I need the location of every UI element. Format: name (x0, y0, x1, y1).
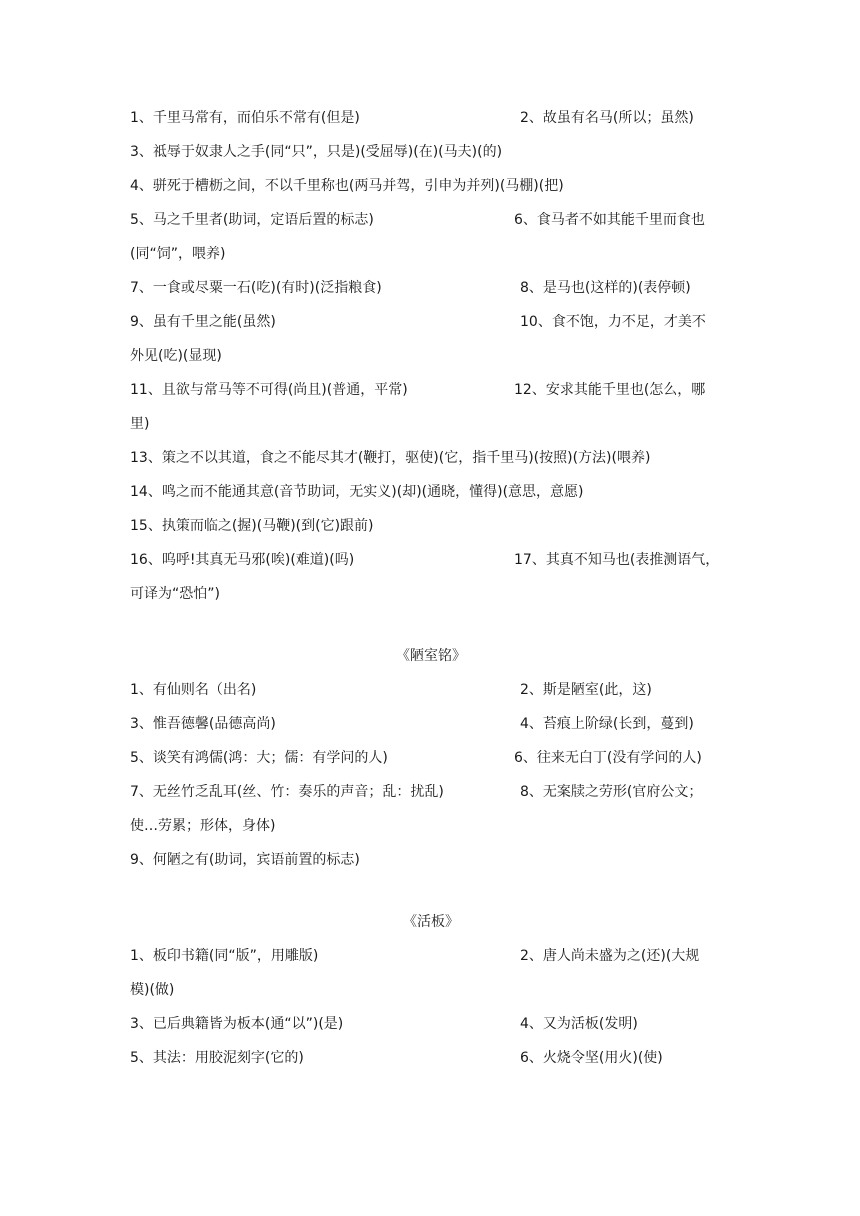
section-title: 《陋室铭》 (396, 648, 466, 664)
list-item: 4、骈死于槽枥之间，不以千里称也(两马并驾，引申为并列)(马棚)(把) (130, 178, 564, 194)
lou-shi-ming-section (130, 642, 732, 880)
list-item: 1、千里马常有，而伯乐不常有(但是) 2、故虽有名马(所以；虽然) (130, 110, 694, 126)
section-title: 《活板》 (403, 914, 459, 930)
list-item: 11、且欲与常马等不可得(尚且)(普通，平常) 12、安求其能千里也(怎么，哪 (130, 382, 706, 398)
list-item: 13、策之不以其道，食之不能尽其才(鞭打，驱使)(它，指千里马)(按照)(方法)(喂养) (130, 450, 651, 466)
list-item: 9、何陋之有(助词，宾语前置的标志) (130, 852, 360, 868)
list-item: 7、无丝竹乏乱耳(丝、竹：奏乐的声音；乱：扰乱) 8、无案牍之劳形(官府公文； (130, 784, 703, 800)
list-item: 14、鸣之而不能通其意(音节助词，无实义)(却)(通晓，懂得)(意思，意愿) (130, 484, 584, 500)
list-item: 1、有仙则名（出名) 2、斯是陋室(此，这) (130, 682, 652, 698)
list-item: 9、虽有千里之能(虽然) 10、食不饱，力不足，才美不 (130, 314, 706, 330)
list-item: 可译为“恐怕”) (130, 586, 220, 602)
list-item: 3、已后典籍皆为板本(通“以”)(是) 4、又为活板(发明) (130, 1016, 638, 1032)
list-item: 3、祗辱于奴隶人之手(同“只”，只是)(受屈辱)(在)(马夫)(的) (130, 144, 503, 160)
list-item: 使…劳累；形体，身体) (130, 818, 276, 834)
list-item: 5、其法：用胶泥刻字(它的) 6、火烧令坚(用火)(使) (130, 1050, 663, 1066)
huo-ban-section (130, 908, 732, 1078)
list-item: 模)(做) (130, 982, 175, 998)
list-item: 16、呜呼!其真无马邪(唉)(难道)(吗) 17、其真不知马也(表推测语气， (130, 552, 720, 568)
list-item: 5、谈笑有鸿儒(鸿：大；儒：有学问的人) 6、往来无白丁(没有学问的人) (130, 750, 702, 766)
document-page (130, 104, 732, 1078)
list-item: 1、板印书籍(同“版”，用雕版) 2、唐人尚未盛为之(还)(大规 (130, 948, 700, 964)
ma-shuo-section (130, 104, 732, 614)
list-item: 外见(吃)(显现) (130, 348, 222, 364)
list-item: (同“饲”，喂养) (130, 246, 226, 262)
list-item: 3、惟吾德馨(品德高尚) 4、苔痕上阶绿(长到，蔓到) (130, 716, 694, 732)
list-item: 15、执策而临之(握)(马鞭)(到(它)跟前) (130, 518, 374, 534)
list-item: 5、马之千里者(助词，定语后置的标志) 6、食马者不如其能千里而食也 (130, 212, 705, 228)
list-item: 里) (130, 416, 150, 432)
list-item: 7、一食或尽粟一石(吃)(有时)(泛指粮食) 8、是马也(这样的)(表停顿) (130, 280, 691, 296)
